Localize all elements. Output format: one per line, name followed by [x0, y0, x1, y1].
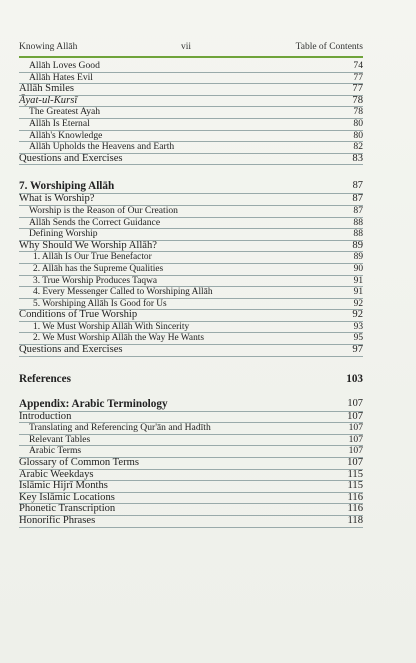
toc-entry-label: Phonetic Transcription — [19, 503, 116, 515]
toc-entry-page: 77 — [353, 71, 363, 83]
header-page-number: vii — [181, 42, 192, 52]
toc-appendix — [19, 397, 363, 412]
toc-entry-page: 87 — [352, 193, 363, 205]
toc-entry-label: Allāh Loves Good — [29, 60, 100, 71]
toc-entry-page: 92 — [352, 309, 363, 321]
toc-entry-label: 1. We Must Worship Allāh With Sincerity — [33, 321, 190, 332]
toc-entry-label: 3. True Worship Produces Taqwa — [33, 275, 158, 286]
toc-entry-page: 77 — [352, 83, 363, 95]
toc-entry-page: 115 — [347, 480, 363, 492]
toc-entry-label: Defining Worship — [29, 228, 98, 240]
toc-entry-label: Allāh Smiles — [19, 83, 75, 95]
toc-entry-page: 116 — [347, 503, 363, 515]
toc-entry-page: 116 — [347, 491, 363, 503]
chapter-title: 7. Worshiping Allāh — [19, 180, 115, 193]
toc-entry-label: Questions and Exercises — [19, 344, 123, 356]
toc-entry-label: Allāh's Knowledge — [29, 129, 103, 141]
toc-entry — [19, 264, 363, 276]
appendix-page: 107 — [347, 397, 363, 409]
toc-entry-label: Allāh Hates Evil — [29, 71, 93, 83]
toc-entry-label: Allāh Sends the Correct Guidance — [29, 216, 161, 228]
toc-entry-label: Key Islāmic Locations — [19, 491, 115, 503]
toc-entry-page: 92 — [353, 298, 363, 309]
toc-entry-label: Āyat-ul-Kursī — [19, 94, 78, 106]
toc-entry-page: 74 — [353, 60, 363, 71]
toc-entry-page: 89 — [352, 239, 363, 251]
toc-entry — [19, 322, 363, 334]
toc-entry-label: Worship is the Reason of Our Creation — [29, 204, 178, 216]
toc-entry-page: 107 — [348, 422, 363, 434]
toc-entry — [19, 154, 363, 166]
table-of-contents — [19, 61, 363, 528]
toc-entry-page: 80 — [353, 117, 363, 129]
header-rule — [19, 56, 363, 58]
toc-entry — [19, 287, 363, 299]
toc-entry-label: Why Should We Worship Allāh? — [19, 239, 157, 251]
appendix-title: Appendix: Arabic Terminology — [19, 397, 168, 410]
references-page: 103 — [346, 372, 363, 385]
toc-entry-label: 4. Every Messenger Called to Worshiping Allāh — [33, 287, 213, 298]
toc-entry-label: Honorific Phrases — [19, 515, 96, 526]
toc-entry — [19, 252, 363, 264]
toc-entry-label: Translating and Referencing Qur'ān and Hadīth — [29, 422, 211, 434]
toc-entry-label: Allāh Is Eternal — [29, 117, 90, 129]
chapter-page: 87 — [352, 180, 363, 192]
toc-entry-label: Allāh Upholds the Heavens and Earth — [29, 141, 175, 153]
toc-entry-label: 5. Worshiping Allāh Is Good for Us — [33, 298, 167, 309]
toc-entry-label: What is Worship? — [19, 193, 95, 205]
running-header — [19, 42, 363, 56]
toc-entry-page: 82 — [353, 141, 363, 153]
toc-entry-label: The Greatest Ayah — [29, 106, 101, 118]
toc-entry-label: 2. We Must Worship Allāh the Way He Wants — [33, 333, 205, 344]
toc-entry-page: 115 — [347, 468, 363, 480]
toc-entry-label: 1. Allāh Is Our True Benefactor — [33, 252, 152, 263]
header-section-title: Table of Contents — [295, 42, 363, 52]
references-title: References — [19, 372, 71, 385]
toc-entry-page: 118 — [347, 515, 363, 526]
toc-entry-page: 95 — [353, 333, 363, 344]
toc-entry-page: 90 — [353, 263, 363, 274]
toc-entry — [19, 276, 363, 288]
toc-entry-page: 88 — [353, 228, 363, 240]
toc-entry-page: 107 — [347, 410, 363, 422]
toc-entry — [19, 345, 363, 357]
toc-entry-page: 107 — [347, 457, 363, 469]
toc-section-chapter7 — [19, 194, 363, 356]
header-book-title: Knowing Allāh — [19, 42, 78, 52]
toc-entry-page: 91 — [353, 275, 363, 286]
toc-entry — [19, 516, 363, 528]
toc-entry-page: 107 — [348, 433, 363, 445]
toc-entry — [19, 241, 363, 253]
toc-entry-page: 87 — [353, 204, 363, 216]
toc-entry-page: 83 — [352, 152, 363, 164]
toc-entry-label: Arabic Weekdays — [19, 468, 94, 480]
toc-entry-label: Islāmic Hijrī Months — [19, 480, 108, 492]
toc-references — [19, 371, 363, 387]
toc-section-chapter6-end — [19, 61, 363, 165]
toc-entry-page: 88 — [353, 216, 363, 228]
toc-entry-page: 107 — [348, 445, 363, 457]
toc-entry-page: 89 — [353, 252, 363, 263]
toc-entry-page: 78 — [353, 106, 363, 118]
toc-entry-label: Conditions of True Worship — [19, 309, 138, 321]
toc-entry-label: Relevant Tables — [29, 433, 91, 445]
toc-entry-label: 2. Allāh has the Supreme Qualities — [33, 263, 164, 274]
toc-entry-label: Glossary of Common Terms — [19, 457, 140, 469]
toc-entry — [19, 310, 363, 322]
toc-entry-label: Questions and Exercises — [19, 152, 123, 164]
toc-entry-label: Arabic Terms — [29, 445, 82, 457]
toc-entry-page: 80 — [353, 129, 363, 141]
toc-entry-page: 78 — [352, 94, 363, 106]
toc-entry-page: 91 — [353, 287, 363, 298]
toc-entry-page: 97 — [352, 344, 363, 356]
toc-section-appendix — [19, 412, 363, 528]
toc-entry-label: Introduction — [19, 410, 72, 422]
toc-entry-page: 93 — [353, 321, 363, 332]
toc-chapter-7 — [19, 179, 363, 194]
